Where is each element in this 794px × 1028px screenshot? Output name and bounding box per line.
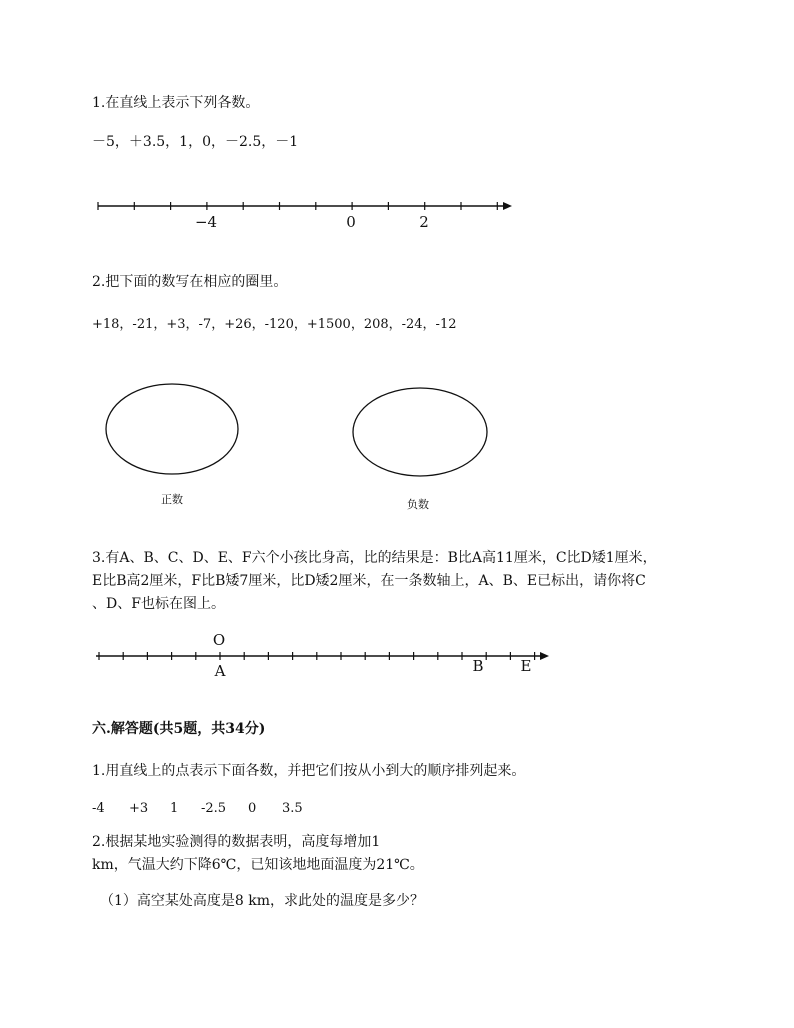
section6-q1-prompt: 1.用直线上的点表示下面各数，并把它们按从小到大的顺序排列起来。 bbox=[92, 763, 526, 779]
section6-heading: 六.解答题(共5题，共34分) bbox=[92, 721, 266, 737]
axis2-label-e: E bbox=[520, 657, 532, 675]
number-item: 1 bbox=[170, 801, 179, 816]
q2-numbers: +18，-21，+3，-7，+26，-120，+1500，208，-24，-12 bbox=[92, 317, 457, 332]
axis1-label-two: 2 bbox=[419, 213, 429, 231]
number-line-2-arrow bbox=[540, 652, 549, 660]
number-item: +3 bbox=[129, 801, 149, 816]
section6-q2-sub1: （1）高空某处高度是8 km，求此处的温度是多少？ bbox=[100, 893, 425, 909]
q3-line1: 3.有A、B、C、D、E、F六个小孩比身高，比的结果是：B比A高11厘米，C比D矮1厘米， bbox=[92, 550, 657, 566]
axis1-label-minus4: −4 bbox=[194, 213, 218, 231]
section6-q2-line1: 2.根据某地实验测得的数据表明，高度每增加1 bbox=[92, 834, 381, 850]
positive-label: 正数 bbox=[161, 493, 183, 506]
number-item: 0 bbox=[248, 801, 257, 816]
section6-q2-line2: km，气温大约下降6℃，已知该地地面温度为21℃。 bbox=[92, 857, 424, 873]
number-item: -2.5 bbox=[201, 801, 227, 816]
negative-label: 负数 bbox=[407, 498, 429, 511]
number-item: -4 bbox=[92, 801, 105, 816]
axis2-label-b: B bbox=[472, 657, 484, 675]
number-item: 3.5 bbox=[282, 801, 303, 816]
q2-prompt: 2.把下面的数写在相应的圈里。 bbox=[92, 274, 288, 290]
axis1-label-zero: 0 bbox=[346, 213, 356, 231]
q1-prompt: 1.在直线上表示下列各数。 bbox=[92, 95, 260, 111]
q3-line2: E比B高2厘米，F比B矮7厘米，比D矮2厘米，在一条数轴上，A、B、E已标出，请你将C bbox=[92, 573, 646, 589]
axis2-label-a: A bbox=[214, 662, 226, 680]
axis2-label-o: O bbox=[212, 631, 226, 649]
q3-line3: 、D、F也标在图上。 bbox=[92, 596, 225, 612]
q1-numbers: －5，＋3.5，1，0，－2.5，－1 bbox=[92, 134, 299, 150]
